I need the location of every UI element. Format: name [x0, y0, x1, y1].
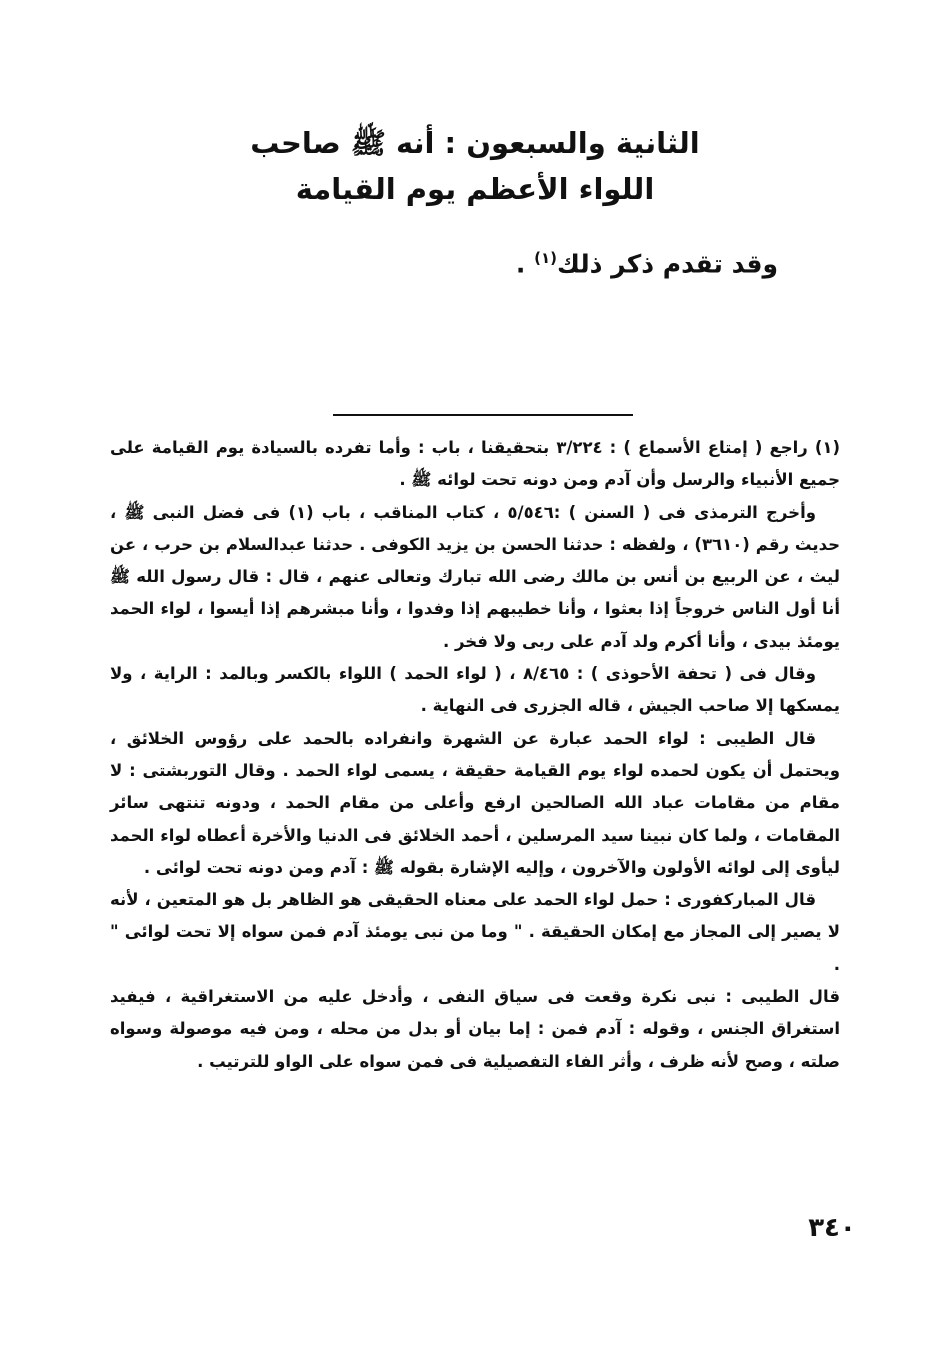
- footnote-block: [110, 432, 840, 1078]
- footnote-separator: [333, 414, 633, 416]
- footnote-paragraph-1: (١) راجع ( إمتاع الأسماع ) : ٣/٢٢٤ بتحقيقنا ، باب : وأما تفرده بالسيادة يوم القيامة على جميع الأنبياء والرسل وأن آدم ومن دونه تحت لوائه ﷺ .: [110, 438, 840, 490]
- section-heading: [200, 120, 750, 212]
- heading-line-1: الثانية والسبعون : أنه ﷺ صاحب: [250, 126, 700, 160]
- footnote-paragraph-3: وقال فى ( تحفة الأحوذى ) : ٨/٤٦٥ ، ( لواء الحمد ) اللواء بالكسر وبالمد : الراية ، ولا يمسكها إلا صاحب الجيش ، قاله الجزرى فى النهاية .: [110, 664, 840, 716]
- intro-end: .: [515, 249, 535, 279]
- heading-line-2: اللواء الأعظم يوم القيامة: [295, 172, 655, 206]
- footnote-paragraph-6: قال الطيبى : نبى نكرة وقعت فى سياق النفى ، وأدخل عليه من الاستغراقية ، فيفيد استغراق الجنس ، وقوله : آدم فمن : إما بيان أو بدل من محله ، ومن فيه موصولة وسواه صلته ، وصح لأنه ظرف ، وأثر الفاء التفصيلية فى فمن سواه على الواو للترتيب .: [110, 987, 840, 1071]
- footnote-paragraph-5: قال المباركفورى : حمل لواء الحمد على معناه الحقيقى هو الظاهر بل هو المتعين ، لأنه لا يصير إلى المجاز مع إمكان الحقيقة . " وما من نبى يومئذ آدم فمن سواه إلا تحت لوائى " .: [110, 890, 840, 974]
- footnote-paragraph-2: وأخرج الترمذى فى ( السنن ) :٥/٥٤٦ ، كتاب المناقب ، باب (١) فى فضل النبى ﷺ ، حديث رقم (٣٦١٠) ، ولفظه : حدثنا الحسن بن يزيد الكوفى . حدثنا عبدالسلام بن حرب ، عن ليث ، عن الربيع بن أنس بن مالك رضى الله تبارك وتعالى عنهم ، قال : قال رسول الله ﷺ أنا أول الناس خروجاً إذا بعثوا ، وأنا خطيبهم إذا وفدوا ، وأنا مبشرهم إذا أيسوا ، لواء الحمد يومئذ بيدى ، وأنا أكرم ولد آدم على ربى ولا فخر .: [110, 502, 841, 651]
- footnote-paragraph-4: قال الطيبى : لواء الحمد عبارة عن الشهرة وانفراده بالحمد على رؤوس الخلائق ، ويحتمل أن يكون لحمده لواء يوم القيامة حقيقة ، يسمى لواء الحمد . وقال التوربشتى : لا مقام من مقامات عباد الله الصالحين ارفع وأعلى من مقام الحمد ، ودونه تنتهى سائر المقامات ، ولما كان نبينا سيد المرسلين ، أحمد الخلائق فى الدنيا والأخرة أعطاه لواء الحمد ليأوى إلى لوائه الأولون والآخرون ، وإليه الإشارة بقوله ﷺ : آدم ومن دونه تحت لوائى .: [110, 728, 840, 877]
- footnote-reference: (١): [534, 249, 557, 267]
- intro-text: وقد تقدم ذكر ذلك: [556, 249, 778, 279]
- intro-sentence: [516, 240, 778, 282]
- page-number: ٣٤٠: [808, 1213, 856, 1243]
